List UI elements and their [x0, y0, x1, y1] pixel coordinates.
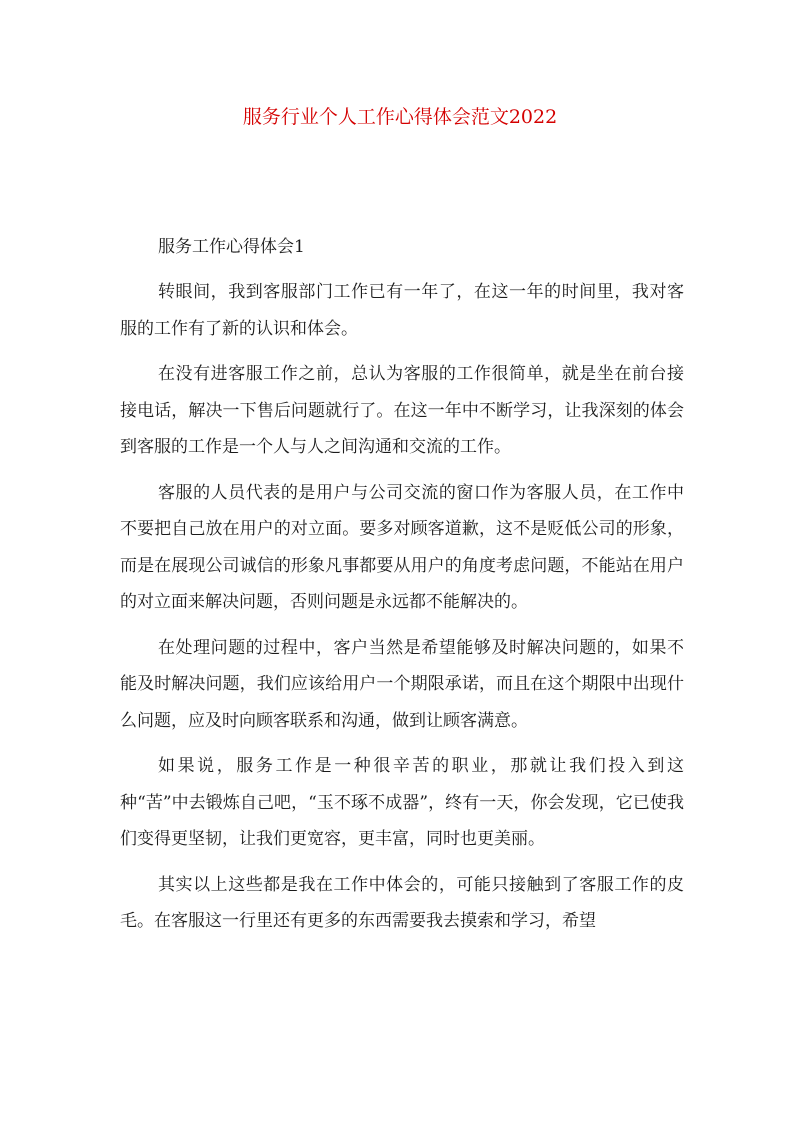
document-body: [120, 229, 684, 949]
paragraph-5: 如果说，服务工作是一种很辛苦的职业，那就让我们投入到这种“苦”中去锻炼自己吧，“玉不琢不成器”，终有一天，你会发现，它已使我们变得更坚韧，让我们更宽容，更丰富，同时也更美丽。: [120, 756, 684, 849]
document-title: 服务行业个人工作心得体会范文2022: [242, 106, 558, 128]
paragraph-2: 在没有进客服工作之前，总认为客服的工作很简单，就是坐在前台接接电话，解决一下售后问题就行了。在这一年中不断学习，让我深刻的体会到客服的工作是一个人与人之间沟通和交流的工作。: [120, 364, 684, 457]
paragraph-4: 在处理问题的过程中，客户当然是希望能够及时解决问题的，如果不能及时解决问题，我们应该给用户一个期限承诺，而且在这个期限中出现什么问题，应及时向顾客联系和沟通，做到让顾客满意。: [120, 637, 684, 731]
paragraph-3: 客服的人员代表的是用户与公司交流的窗口作为客服人员，在工作中不要把自己放在用户的对立面。要多对顾客道歉，这不是贬低公司的形象，而是在展现公司诚信的形象凡事都要从用户的角度考虑问题，不能站在用户的对立面来解决问题，否则问题是永远都不能解决的。: [120, 482, 684, 612]
section-heading: 服务工作心得体会1: [158, 237, 305, 257]
paragraph-6: 其实以上这些都是我在工作中体会的，可能只接触到了客服工作的皮毛。在客服这一行里还有更多的东西需要我去摸索和学习，希望: [120, 874, 684, 931]
paragraph-1: 转眼间，我到客服部门工作已有一年了，在这一年的时间里，我对客服的工作有了新的认识和体会。: [120, 282, 684, 339]
